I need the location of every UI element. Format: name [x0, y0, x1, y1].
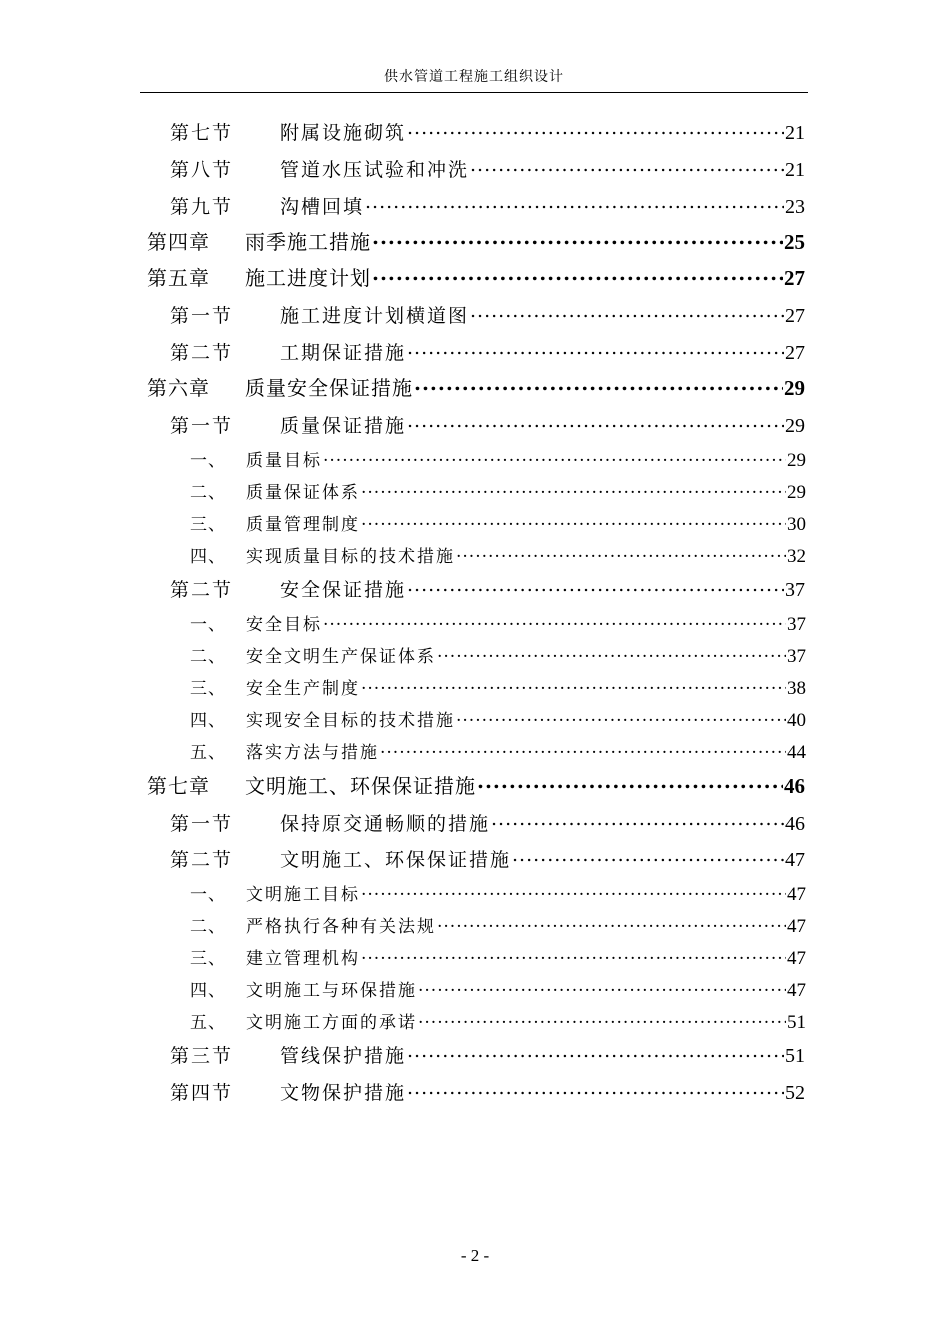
toc-section-row[interactable]: [170, 155, 805, 182]
toc-entry-label: 第一节: [170, 415, 234, 437]
toc-chapter-row[interactable]: [147, 770, 805, 799]
toc-entry-title: 建立管理机构: [246, 949, 360, 969]
dot-leader: [407, 1078, 784, 1099]
toc-entry-page-number: 51: [785, 1045, 805, 1067]
dot-leader: [407, 575, 784, 596]
toc-section-row[interactable]: [170, 575, 805, 602]
toc-entry-title: 文物保护措施: [280, 1082, 407, 1104]
toc-entry-title: 附属设施砌筑: [280, 122, 407, 144]
dot-leader: [407, 411, 784, 432]
toc-entry-title: 文明施工、环保保证措施: [245, 774, 476, 798]
toc-entry-title: 管道水压试验和冲洗: [280, 159, 470, 181]
toc-entry-page-number: 21: [785, 122, 805, 144]
toc-entry-label: 第四节: [170, 1082, 234, 1104]
toc-entry-page-number: 29: [787, 482, 806, 503]
toc-entry-title: 安全目标: [246, 615, 322, 635]
toc-item-row[interactable]: [190, 478, 806, 504]
toc-entry-label: 第三节: [170, 1045, 234, 1067]
toc-section-row[interactable]: [170, 845, 805, 872]
toc-entry-label: 四、: [190, 547, 226, 567]
toc-section-row[interactable]: [170, 1041, 805, 1068]
toc-entry-title: 保持原交通畅顺的措施: [280, 813, 491, 835]
toc-entry-label: 一、: [190, 885, 226, 905]
toc-entry-page-number: 27: [785, 305, 805, 327]
toc-entry-label: 三、: [190, 949, 226, 969]
toc-entry-label: 三、: [190, 679, 226, 699]
dot-leader: [470, 155, 784, 176]
dot-leader: [470, 301, 784, 322]
toc-entry-label: 第一节: [170, 305, 234, 327]
toc-item-row[interactable]: [190, 610, 806, 636]
toc-entry-label: 第二节: [170, 579, 234, 601]
toc-entry-title: 施工进度计划: [245, 266, 371, 290]
toc-entry-title: 施工进度计划横道图: [280, 305, 470, 327]
toc-entry-title: 严格执行各种有关法规: [246, 917, 436, 937]
toc-entry-page-number: 47: [787, 884, 806, 905]
toc-entry-page-number: 47: [787, 980, 806, 1001]
toc-entry-label: 第五章: [147, 266, 210, 290]
toc-entry-label: 四、: [190, 711, 226, 731]
dot-leader: [437, 913, 786, 932]
dot-leader: [407, 118, 784, 139]
toc-entry-title: 工期保证措施: [280, 342, 407, 364]
dot-leader: [456, 543, 786, 562]
toc-entry-title: 文明施工、环保保证措施: [280, 849, 512, 871]
toc-entry-page-number: 46: [784, 774, 805, 798]
toc-entry-label: 五、: [190, 743, 226, 763]
toc-entry-page-number: 46: [785, 813, 805, 835]
toc-entry-title: 安全文明生产保证体系: [246, 647, 436, 667]
toc-entry-page-number: 37: [787, 614, 806, 635]
toc-entry-page-number: 52: [785, 1082, 805, 1104]
dot-leader: [323, 447, 786, 466]
dot-leader: [361, 881, 786, 900]
toc-item-row[interactable]: [190, 912, 806, 938]
toc-item-row[interactable]: [190, 446, 806, 472]
toc-entry-label: 第二节: [170, 342, 234, 364]
toc-entry-title: 文明施工与环保措施: [246, 981, 417, 1001]
toc-chapter-row[interactable]: [147, 372, 805, 401]
toc-item-row[interactable]: [190, 706, 806, 732]
toc-section-row[interactable]: [170, 809, 805, 836]
toc-section-row[interactable]: [170, 118, 805, 145]
dot-leader: [380, 739, 786, 758]
dot-leader: [407, 1041, 784, 1062]
toc-section-row[interactable]: [170, 192, 805, 219]
toc-chapter-row[interactable]: [147, 226, 805, 255]
dot-leader: [477, 771, 783, 793]
dot-leader: [437, 643, 786, 662]
toc-entry-page-number: 47: [787, 916, 806, 937]
toc-section-row[interactable]: [170, 338, 805, 365]
toc-entry-page-number: 21: [785, 159, 805, 181]
toc-entry-label: 五、: [190, 1013, 226, 1033]
dot-leader: [365, 192, 784, 213]
toc-entry-label: 二、: [190, 647, 226, 667]
toc-entry-title: 管线保护措施: [280, 1045, 407, 1067]
toc-entry-label: 第六章: [147, 376, 210, 400]
toc-entry-page-number: 27: [785, 342, 805, 364]
toc-entry-title: 文明施工方面的承诺: [246, 1013, 417, 1033]
toc-entry-label: 第八节: [170, 159, 234, 181]
toc-entry-label: 第七章: [147, 774, 210, 798]
toc-entry-label: 第一节: [170, 813, 234, 835]
toc-item-row[interactable]: [190, 1008, 806, 1034]
toc-entry-title: 落实方法与措施: [246, 743, 379, 763]
toc-entry-title: 质量保证体系: [246, 483, 360, 503]
dot-leader: [414, 373, 783, 395]
page-number: - 2 -: [460, 1246, 490, 1265]
toc-entry-label: 三、: [190, 515, 226, 535]
toc-chapter-row[interactable]: [147, 262, 805, 291]
toc-entry-page-number: 32: [787, 546, 806, 567]
dot-leader: [418, 977, 786, 996]
toc-entry-title: 雨季施工措施: [245, 230, 371, 254]
toc-entry-title: 安全生产制度: [246, 679, 360, 699]
toc-entry-page-number: 47: [787, 948, 806, 969]
header-divider: [140, 92, 808, 93]
toc-entry-page-number: 37: [785, 579, 805, 601]
toc-entry-label: 四、: [190, 981, 226, 1001]
toc-entry-page-number: 23: [785, 196, 805, 218]
toc-entry-page-number: 25: [784, 230, 805, 254]
toc-entry-title: 质量目标: [246, 451, 322, 471]
toc-entry-title: 安全保证措施: [280, 579, 407, 601]
dot-leader: [456, 707, 786, 726]
toc-entry-title: 实现安全目标的技术措施: [246, 711, 455, 731]
page-header-title: 供水管道工程施工组织设计: [384, 69, 564, 85]
toc-item-row[interactable]: [190, 642, 806, 668]
toc-entry-title: 质量管理制度: [246, 515, 360, 535]
toc-entry-page-number: 27: [784, 266, 805, 290]
toc-entry-label: 二、: [190, 917, 226, 937]
toc-entry-page-number: 29: [787, 450, 806, 471]
toc-entry-page-number: 40: [787, 710, 806, 731]
toc-entry-page-number: 29: [785, 415, 805, 437]
dot-leader: [512, 845, 784, 866]
toc-entry-page-number: 51: [787, 1012, 806, 1033]
toc-entry-label: 第七节: [170, 122, 234, 144]
dot-leader: [491, 809, 784, 830]
toc-entry-page-number: 30: [787, 514, 806, 535]
toc-section-row[interactable]: [170, 1078, 805, 1105]
toc-item-row[interactable]: [190, 674, 806, 700]
toc-entry-page-number: 44: [787, 742, 806, 763]
dot-leader: [372, 263, 783, 285]
toc-entry-label: 第二节: [170, 849, 234, 871]
dot-leader: [361, 675, 786, 694]
dot-leader: [361, 511, 786, 530]
toc-section-row[interactable]: [170, 301, 805, 328]
toc-entry-title: 文明施工目标: [246, 885, 360, 905]
toc-section-row[interactable]: [170, 411, 805, 438]
toc-entry-label: 一、: [190, 451, 226, 471]
toc-entry-label: 第四章: [147, 230, 210, 254]
dot-leader: [418, 1009, 786, 1028]
toc-item-row[interactable]: [190, 542, 806, 568]
toc-item-row[interactable]: [190, 976, 806, 1002]
toc-entry-title: 质量保证措施: [280, 415, 407, 437]
toc-entry-title: 实现质量目标的技术措施: [246, 547, 455, 567]
dot-leader: [361, 479, 786, 498]
toc-entry-label: 第九节: [170, 196, 234, 218]
toc-item-row[interactable]: [190, 880, 806, 906]
toc-entry-page-number: 47: [785, 849, 805, 871]
toc-entry-label: 二、: [190, 483, 226, 503]
toc-entry-title: 质量安全保证措施: [245, 376, 413, 400]
toc-item-row[interactable]: [190, 510, 806, 536]
dot-leader: [323, 611, 786, 630]
toc-entry-label: 一、: [190, 615, 226, 635]
toc-entry-page-number: 37: [787, 646, 806, 667]
toc-item-row[interactable]: [190, 738, 806, 764]
dot-leader: [361, 945, 786, 964]
toc-entry-page-number: 29: [784, 376, 805, 400]
toc-item-row[interactable]: [190, 944, 806, 970]
toc-entry-page-number: 38: [787, 678, 806, 699]
toc-entry-title: 沟槽回填: [280, 196, 365, 218]
dot-leader: [407, 338, 784, 359]
dot-leader: [372, 227, 783, 249]
